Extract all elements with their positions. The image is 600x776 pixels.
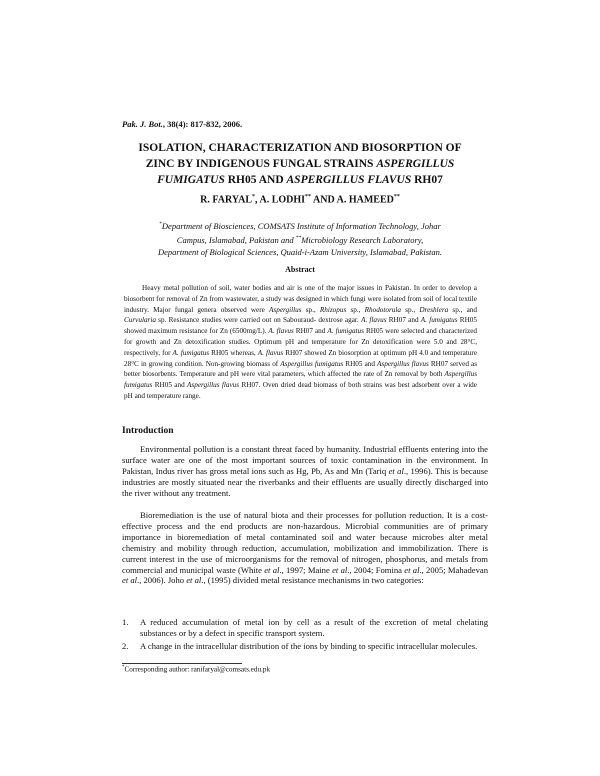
paper-title: ISOLATION, CHARACTERIZATION AND BIOSORPTION OF ZINC BY INDIGENOUS FUNGAL STRAINS ASPERGILLUS FUMIGATUS RH05 AND ASPERGILLUS FLAVUS RH07 <box>138 142 462 186</box>
list-item: 2. A change in the intracellular distribution of the ions by binding to specific intracellular molecules. <box>122 640 478 651</box>
affiliations: *Department of Biosciences, COMSATS Institute of Information Technology, Johar Campus, Islamabad, Pakistan and **Microbiology Research Laboratory, Department of Biological Sciences, Quaid-i-Azam University, Islamabad, Pakistan. <box>158 220 442 257</box>
introduction-heading: Introduction <box>122 426 174 436</box>
author-list: R. FARYAL*, A. LODHI** AND A. HAMEED** <box>200 194 400 206</box>
intro-paragraph-1: Environmental pollution is a constant threat faced by humanity. Industrial effluents entering into the surface water are one of the most important sources of toxic contamination in the environment. In Pakistan, Indus river has gross metal ions such as Hg, Pb, As and Mn (Tariq et al., 1996). This is because industries are mostly situated near the riverbanks and their effluents are usually directly discharged into the river without any treatment. <box>122 444 488 498</box>
journal-citation: Pak. J. Bot., 38(4): 817-832, 2006. <box>122 119 243 129</box>
footnote-divider <box>122 663 242 664</box>
abstract-text: Heavy metal pollution of soil, water bodies and air is one of the major issues in Pakistan. In order to develop a biosorbent for removal of Zn from wastewater, a study was designed in which fungi were isolated from soil of local textile industry. Major fungal genera observed were Aspergillus sp., Rhizopus sp., Rhodotorula sp., Dreshlera sp., and Curvularia sp. Resistance studies were carried out on Sabouraud- dextrose agar. A. flavus RH07 and A. fumigatus RH05 showed maximum resistance for Zn (6500mg/L). A. flavus RH07 and A. fumigatus RH05 were selected and characterized for growth and Zn detoxification studies. Optimum pH and temperature for Zn detoxification were 5.0 and 28°C, respectively, for A. fumigatus RH05 whereas, A. flavus RH07 showed Zn biosorption at optimum pH 4.0 and temperature 28°C in growing condition. Non-growing biomass of Aspergillus fumigatus RH05 and Aspergillus flavus RH07 served as better biosorbents. Temperature and pH were vital parameters, which affected the rate of Zn removal by both Aspergillus fumigatus RH05 and Aspergillus flavus RH07. Oven dried dead biomass of both strains was best adsorbent over a wide pH and temperature range. <box>124 284 478 400</box>
list-item: 1. A reduced accumulation of metal ion by cell as a result of the excretion of metal chelating substances or by a defect in specific transport system. <box>122 617 488 638</box>
footnote: *Corresponding author: ranifaryal@comsats.edu.pk <box>122 665 271 674</box>
mechanism-list <box>122 617 488 654</box>
intro-paragraph-2: Bioremediation is the use of natural biota and their processes for pollution reduction. It is a cost-effective process and the end products are non-hazardous. Microbial communities are of primary importance in bioremediation of metal contaminated soil and water because microbes alter metal chemistry and mobility through reduction, accumulation, mobilization and immobilization. There is current interest in the use of microorganisms for the removal of nitrogen, phosphorus, and metals from commercial and municipal waste (White et al., 1997; Maine et al., 2004; Fomina et al., 2005; Mahadevan et al., 2006). Joho et al., (1995) divided metal resistance mechanisms in two categories: <box>122 510 489 586</box>
abstract-heading: Abstract <box>285 265 315 274</box>
